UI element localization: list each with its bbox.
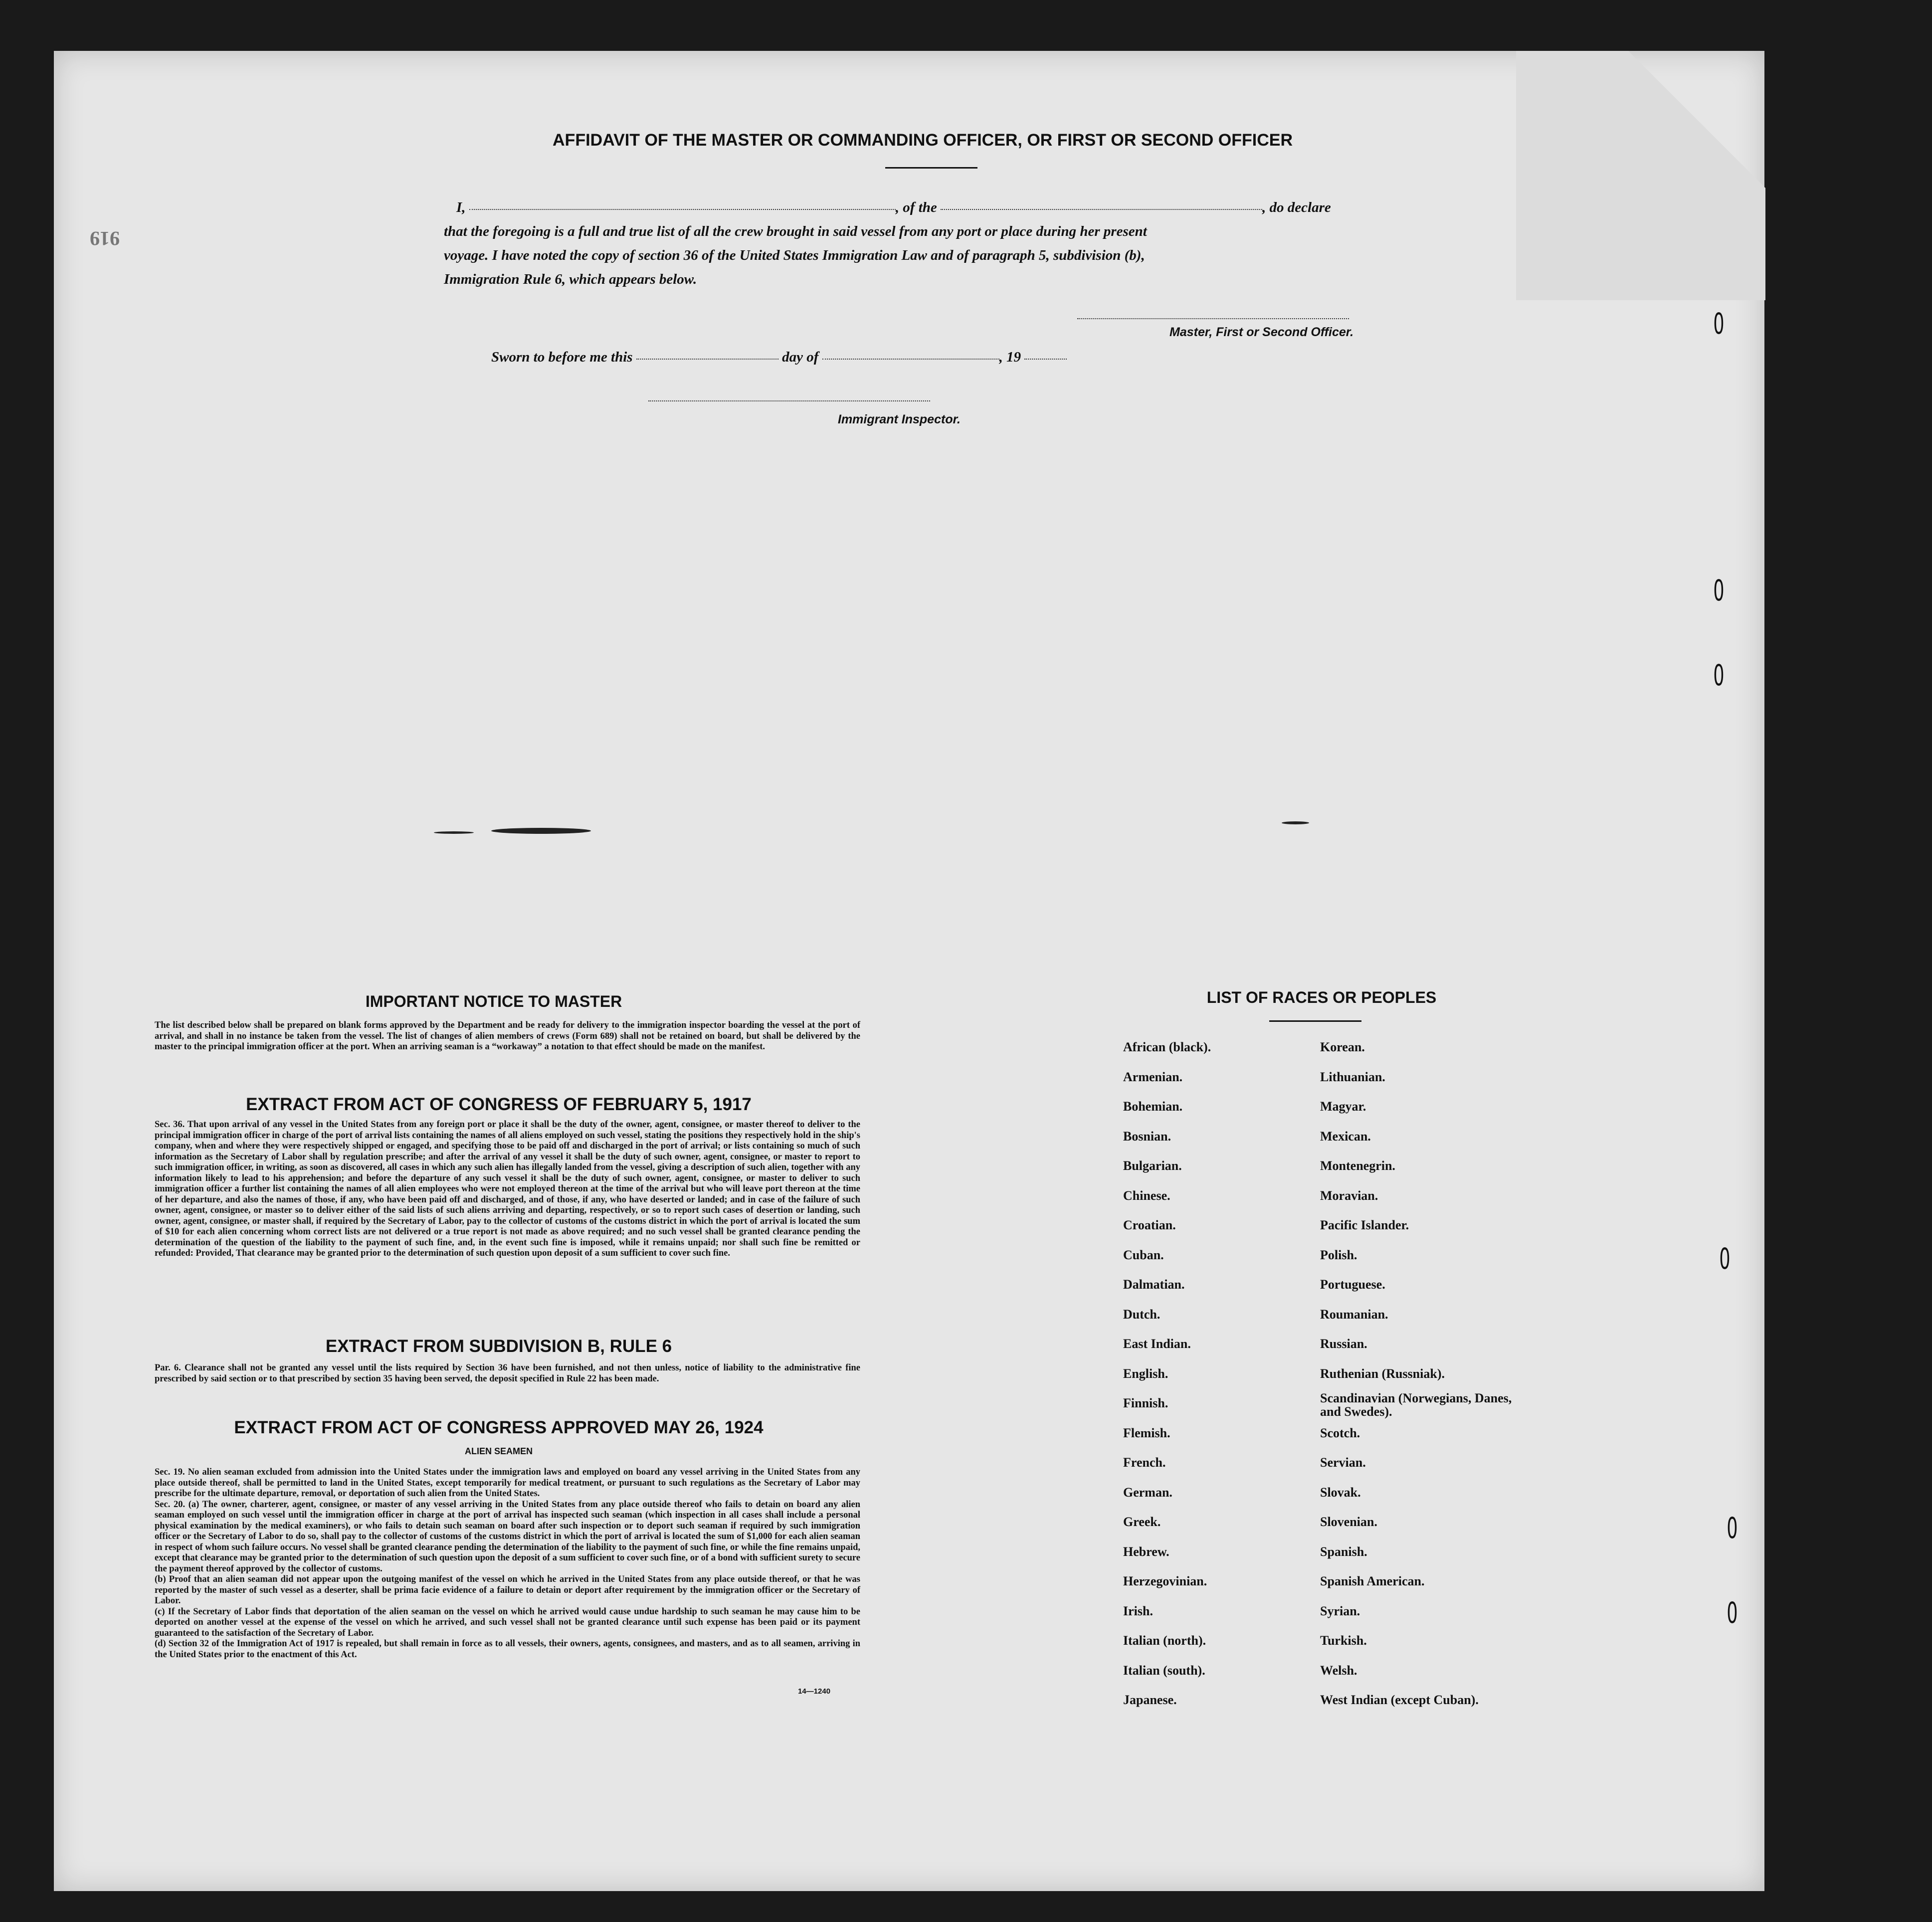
race-item: Dutch.	[1123, 1307, 1160, 1322]
inspector-signature-line[interactable]	[648, 400, 930, 401]
binder-hole-mark: 0	[1727, 1596, 1738, 1630]
race-item: English.	[1123, 1366, 1168, 1381]
race-item: Dalmatian.	[1123, 1277, 1185, 1292]
sec-20b: (b) Proof that an alien seaman did not appear upon the outgoing manifest of the vessel on which he arrived in the United States from any place outside thereof, or that he was reported by the master of such vessel as a deserter, shall be prima facie evidence of a failure to detain or deport after requirement by the immigration officer or the Secretary of Labor.	[155, 1574, 860, 1606]
race-item: Croatian.	[1123, 1218, 1176, 1232]
sworn-year-blank[interactable]	[1024, 357, 1067, 360]
sec-19: Sec. 19. No alien seaman excluded from admission into the United States under the immigration laws and employed on board any vessel arriving in the United States from any place outside thereof, shall be permitted to land in the United States, except temporarily for medical treatment, or pursuant to such regulations as the Secretary of Labor may prescribe for the ultimate departure, removal, or deportation of such alien from the United States.	[155, 1467, 860, 1499]
races-title: LIST OF RACES OR PEOPLES	[1206, 988, 1437, 1006]
stamp-number: 919	[90, 227, 120, 250]
master-label: Master, First or Second Officer.	[1169, 325, 1354, 339]
race-item: Scotch.	[1320, 1425, 1360, 1440]
race-item: Ruthenian (Russniak).	[1320, 1366, 1445, 1381]
race-item: Bulgarian.	[1123, 1158, 1182, 1173]
ink-smudge	[434, 831, 474, 834]
race-item: Greek.	[1123, 1515, 1161, 1529]
race-item: Portuguese.	[1320, 1277, 1385, 1292]
sworn-month-blank[interactable]	[822, 357, 999, 360]
race-item: Pacific Islander.	[1320, 1218, 1409, 1232]
race-item: Herzegovinian.	[1123, 1574, 1207, 1588]
races-underline	[1269, 1020, 1361, 1022]
rule6-title: EXTRACT FROM SUBDIVISION B, RULE 6	[325, 1337, 672, 1356]
affidavit-line-2: that the foregoing is a full and true list of all the crew brought in said vessel from any port or place during her present	[444, 223, 1147, 239]
notice-title: IMPORTANT NOTICE TO MASTER	[365, 992, 622, 1010]
race-item: Chinese.	[1123, 1188, 1170, 1203]
ink-smudge	[491, 828, 591, 834]
race-item: African (black).	[1123, 1040, 1211, 1054]
sworn-day-blank[interactable]	[636, 357, 778, 360]
race-item: Syrian.	[1320, 1603, 1360, 1618]
race-item: Flemish.	[1123, 1425, 1170, 1440]
vessel-blank[interactable]	[941, 207, 1262, 210]
race-item: French.	[1123, 1455, 1166, 1470]
race-item: Slovak.	[1320, 1485, 1361, 1500]
race-item: Turkish.	[1320, 1633, 1367, 1648]
race-item: Russian.	[1320, 1337, 1367, 1351]
title-underline	[885, 167, 977, 169]
race-item: Irish.	[1123, 1603, 1153, 1618]
race-item: Italian (south).	[1123, 1663, 1205, 1678]
race-item: Moravian.	[1320, 1188, 1378, 1203]
inspector-label: Immigrant Inspector.	[838, 412, 961, 426]
race-item: Scandinavian (Norwegians, Danes, and Swedes).	[1320, 1391, 1512, 1419]
rule6-body: Par. 6. Clearance shall not be granted any vessel until the lists required by Section 36 have been furnished, and not then unless, notice of liability to the administrative fine prescribed by said section or to that prescribed by section 35 having been served, the deposit specified in Rule 22 has been made.	[155, 1363, 860, 1384]
affidavit-title: AFFIDAVIT OF THE MASTER OR COMMANDING OFFICER, OR FIRST OR SECOND OFFICER	[553, 131, 1293, 150]
race-item: Bosnian.	[1123, 1129, 1171, 1144]
race-item: Japanese.	[1123, 1693, 1177, 1707]
sworn-line: Sworn to before me this day of , 19	[491, 349, 1067, 366]
race-item: Slovenian.	[1320, 1515, 1377, 1529]
race-item: West Indian (except Cuban).	[1320, 1693, 1479, 1707]
race-item: Italian (north).	[1123, 1633, 1206, 1648]
form-code: 14—1240	[798, 1687, 831, 1696]
affidavit-line-4: Immigration Rule 6, which appears below.	[444, 271, 697, 287]
race-item: Spanish American.	[1320, 1574, 1425, 1588]
race-item: Korean.	[1320, 1040, 1365, 1054]
race-item: Hebrew.	[1123, 1544, 1169, 1559]
binder-hole-mark: 0	[1719, 1242, 1731, 1276]
name-blank[interactable]	[469, 207, 896, 210]
sec-20c: (c) If the Secretary of Labor finds that deportation of the alien seaman on the vessel on which he arrived would cause undue hardship to such seaman he may cause him to be deported on another vessel at the expense of the vessel on which he arrived, and such vessel shall not be granted clearance until such expense has been paid or its payment guaranteed to the satisfaction of the Secretary of Labor.	[155, 1606, 860, 1638]
notice-body: The list described below shall be prepared on blank forms approved by the Department and be ready for delivery to the immigration inspector boarding the vessel at the port of arrival, and shall in no instance be taken from the vessel. The list of changes of alien members of crews (Form 689) shall not be retained on board, but shall be delivered by the master to the principal immigration officer at the port. When an arriving seaman is a “workaway” a notation to that effect should be made on the manifest.	[155, 1020, 860, 1052]
race-item: Montenegrin.	[1320, 1158, 1395, 1173]
race-item: Welsh.	[1320, 1663, 1357, 1678]
race-item: Finnish.	[1123, 1396, 1168, 1410]
ink-smudge	[1282, 821, 1309, 824]
extract-1917-body: Sec. 36. That upon arrival of any vessel in the United States from any foreign port or place it shall be the duty of the owner, agent, consignee, or master thereof to deliver to the principal immigration officer in charge of the port of arrival lists containing the names of all aliens employed on such vessel, stating the positions they respectively hold in the ship's company, when and where they were respectively shipped or engaged, and specifying those to be paid off and discharged in the port of arrival; or lists containing so much of such information as the Secretary of Labor shall by regulation prescribe; and after the arrival of any vessel it shall be the duty of such owner, agent, consignee, or master to report to such immigration officer, in writing, as soon as discovered, all cases in which any such alien has illegally landed from the vessel, giving a description of such alien, together with any information likely to lead to his apprehension; and before the departure of any such vessel it shall be the duty of such owner, agent, consignee, or master to deliver to such immigration officer a further list containing the names of all alien employees who were not employed thereon at the time of the arrival but who will leave port thereon at the time of her departure, and also the names of those, if any, who have been paid off and discharged, and of those, if any, who have deserted or landed; and in case of the failure of such owner, agent, consignee, or master so to deliver either of the said lists of such aliens arriving and departing, respectively, or so to report such cases of desertion or landing, such owner, agent, consignee, or master shall, if required by the Secretary of Labor, pay to the collector of customs of the customs district in which the port of arrival is located the sum of $10 for each alien concerning whom correct lists are not delivered or a true report is not made as above required; and no such vessel shall be granted clearance pending the determination of the question of the liability to the payment of such fine, and, in the event such fine is imposed, while it remains unpaid; nor shall such fine be remitted or refunded: Provided, That clearance may be granted prior to the determination of such question upon deposit of a sum sufficient to cover such fine.	[155, 1120, 860, 1258]
affidavit-line-3: voyage. I have noted the copy of section 36 of the United States Immigration Law and of paragraph 5, subdivision (b),	[444, 247, 1145, 263]
master-signature-line[interactable]	[1077, 318, 1349, 319]
binder-hole-mark: 0	[1727, 1511, 1738, 1545]
affidavit-line-1: I, , of the , do declare	[456, 199, 1331, 215]
race-item: German.	[1123, 1485, 1172, 1500]
alien-seamen-subtitle: ALIEN SEAMEN	[464, 1446, 533, 1456]
race-item: Lithuanian.	[1320, 1069, 1385, 1084]
races-list	[1123, 1032, 1522, 1715]
race-item: East Indian.	[1123, 1337, 1191, 1351]
race-item: Mexican.	[1320, 1129, 1371, 1144]
race-item: Bohemian.	[1123, 1099, 1183, 1114]
race-item: Armenian.	[1123, 1069, 1183, 1084]
race-item: Roumanian.	[1320, 1307, 1388, 1322]
binder-hole-mark: 0	[1713, 574, 1725, 607]
race-item: Polish.	[1320, 1247, 1357, 1262]
extract-1924-body	[155, 1467, 860, 1660]
binder-hole-mark: 0	[1713, 658, 1725, 692]
race-item: Magyar.	[1320, 1099, 1366, 1114]
race-item: Cuban.	[1123, 1247, 1164, 1262]
sec-20a: Sec. 20. (a) The owner, charterer, agent, consignee, or master of any vessel arriving in the United States from any place outside thereof who fails to detain on board any alien seaman employed on such vessel until the immigration officer in charge at the port of arrival has inspected such seaman (which inspection in all cases shall include a personal physical examination by the medical examiners), or who fails to detain such seaman on board after such inspection or to deport such seaman if required by such immigration officer or the Secretary of Labor to do so, shall pay to the collector of customs of the customs district in which the port of arrival is located the sum of $1,000 for each alien seaman in respect of whom such failure occurs. No vessel shall be granted clearance pending the determination of the liability to the payment of such fine, or while the fine remains unpaid, except that clearance may be granted prior to the determination of such question upon the deposit of a sum sufficient to cover such fine, or of a bond with sufficient surety to secure the payment thereof approved by the collector of customs.	[155, 1499, 860, 1574]
binder-hole-mark: 0	[1713, 307, 1725, 341]
extract-1924-title: EXTRACT FROM ACT OF CONGRESS APPROVED MAY 26, 1924	[234, 1418, 764, 1437]
race-item: Spanish.	[1320, 1544, 1367, 1559]
extract-1917-title: EXTRACT FROM ACT OF CONGRESS OF FEBRUARY 5, 1917	[246, 1095, 752, 1114]
race-item: Servian.	[1320, 1455, 1366, 1470]
sec-20d: (d) Section 32 of the Immigration Act of 1917 is repealed, but shall remain in force as to all vessels, their owners, agents, consignees, and masters, and as to all seamen, arriving in the United States prior to the enactment of this Act.	[155, 1639, 860, 1660]
